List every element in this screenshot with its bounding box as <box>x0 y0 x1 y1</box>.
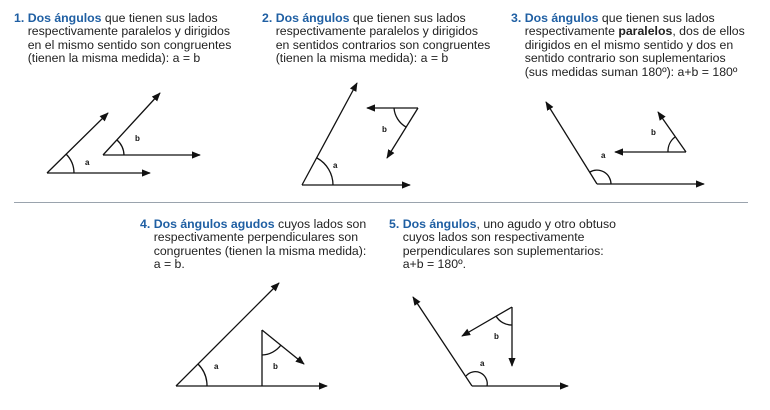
angle-label-b: b <box>494 332 499 341</box>
item-text: respectivamente paralelos y dirigidos <box>275 24 479 39</box>
angle-label-a: a <box>214 362 219 371</box>
item-text: cuyos lados son respectivamente <box>402 230 585 245</box>
item-text: que tienen sus lados <box>601 11 715 25</box>
figure-3 <box>546 102 704 184</box>
angle-label-a: a <box>333 161 338 170</box>
item-text: en el mismo sentido son congruentes <box>27 37 232 52</box>
item-text: sentido contrario son suplementarios <box>524 51 726 66</box>
item-text: respectivamente perpendiculares son <box>153 230 359 245</box>
item-text: , uno agudo y otro obtuso <box>476 217 616 231</box>
figure-2 <box>302 83 418 185</box>
figure-5 <box>413 297 568 386</box>
item-text: que tienen sus lados <box>352 11 466 25</box>
item-keyword: Dos ángulos agudos <box>153 217 275 231</box>
angle-label-b: b <box>273 362 278 371</box>
item-text: en sentidos contrarios son congruentes <box>275 37 491 52</box>
item-number: 4. <box>140 217 151 231</box>
item-text: respectivamente <box>524 24 619 39</box>
angle-label-b: b <box>382 125 387 134</box>
item-number: 3. <box>511 11 522 25</box>
item-text: a+b = 180º. <box>402 257 466 272</box>
item-text: (sus medidas suman 180º): a+b = 180º <box>524 64 738 79</box>
item-text: a = b. <box>153 257 185 272</box>
item-text: que tienen sus lados <box>104 11 218 25</box>
item-text: , dos de ellos <box>672 24 745 39</box>
item-text: (tienen la misma medida): a = b <box>275 51 449 66</box>
item-number: 5. <box>389 217 400 231</box>
item-keyword: Dos ángulos <box>402 217 477 231</box>
angle-label-a: a <box>85 158 90 167</box>
item-number: 1. <box>14 11 25 25</box>
item-keyword: Dos ángulos <box>524 11 599 25</box>
figure-1 <box>47 93 200 173</box>
item-text: respectivamente paralelos y dirigidos <box>27 24 231 39</box>
item-keyword: Dos ángulos <box>27 11 102 25</box>
item-number: 2. <box>262 11 273 25</box>
angle-label-a: a <box>480 359 485 368</box>
item-keyword: Dos ángulos <box>275 11 350 25</box>
item-text: dirigidos en el mismo sentido y dos en <box>524 37 734 52</box>
item-text: cuyos lados son <box>278 217 367 231</box>
item-text: perpendiculares son suplementarios: <box>402 243 604 258</box>
figure-4 <box>176 283 327 386</box>
angle-label-a: a <box>601 151 606 160</box>
item-text: congruentes (tienen la misma medida): <box>153 243 367 258</box>
item-keyword-paralelos: paralelos <box>618 24 673 39</box>
angle-label-b: b <box>651 128 656 137</box>
item-text: (tienen la misma medida): a = b <box>27 51 201 66</box>
angle-label-b: b <box>135 134 140 143</box>
